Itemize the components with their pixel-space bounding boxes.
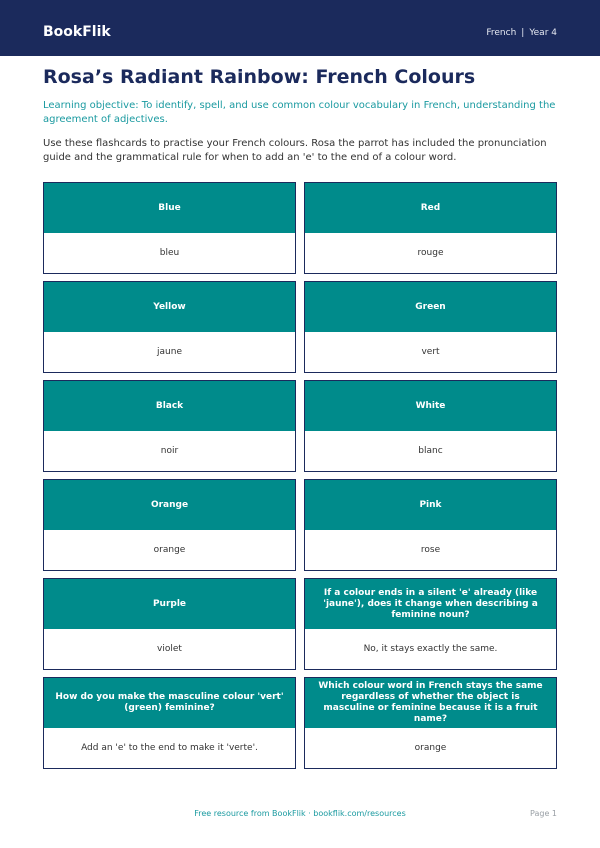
subject-label: French — [486, 28, 517, 38]
card-back: noir — [160, 446, 179, 456]
flashcard[interactable] — [43, 281, 296, 373]
card-front: If a colour ends in a silent 'e' already (like 'jaune'), does it change when describing a feminine noun? — [305, 579, 556, 629]
card-back: rouge — [417, 248, 444, 258]
card-back: violet — [157, 644, 182, 654]
card-back: blanc — [418, 446, 443, 456]
card-back: jaune — [157, 347, 182, 357]
header-bar — [0, 0, 600, 56]
card-back: bleu — [159, 248, 180, 258]
card-back: orange — [153, 545, 186, 555]
card-back: vert — [421, 347, 440, 357]
flashcard[interactable] — [43, 578, 296, 670]
page-number: Page 1 — [530, 809, 557, 818]
card-back: rose — [420, 545, 441, 555]
card-front: Purple — [44, 579, 295, 629]
flashcard[interactable] — [43, 182, 296, 274]
flashcard[interactable] — [304, 578, 557, 670]
card-front: Green — [305, 282, 556, 332]
card-front: Yellow — [44, 282, 295, 332]
flashcard[interactable] — [304, 281, 557, 373]
card-front: Black — [44, 381, 295, 431]
flashcard[interactable] — [304, 182, 557, 274]
card-front: How do you make the masculine colour 'vert' (green) feminine? — [44, 678, 295, 728]
year-label: Year 4 — [529, 28, 557, 38]
card-front: Blue — [44, 183, 295, 233]
card-front: Orange — [44, 480, 295, 530]
footer-credit[interactable]: Free resource from BookFlik · bookflik.com/resources — [194, 809, 406, 818]
flashcard-grid — [43, 182, 557, 769]
card-back: No, it stays exactly the same. — [363, 644, 498, 654]
card-front: Which colour word in French stays the same regardless of whether the object is masculine or feminine because it is a fruit name? — [305, 678, 556, 728]
card-back: Add an 'e' to the end to make it 'verte'. — [81, 743, 258, 753]
card-front: White — [305, 381, 556, 431]
flashcard[interactable] — [304, 479, 557, 571]
page-title: Rosa’s Radiant Rainbow: French Colours — [43, 66, 476, 88]
card-front: Pink — [305, 480, 556, 530]
learning-objective: Learning objective: To identify, spell, and use common colour vocabulary in French, understanding the agreement of adjectives. — [43, 100, 556, 125]
intro-text: Use these flashcards to practise your French colours. Rosa the parrot has included the pronunciation guide and the grammatical rule for when to add an 'e' to the end of a colour word. — [43, 138, 547, 163]
brand-logo[interactable]: BookFlik — [43, 24, 111, 40]
flashcard[interactable] — [304, 677, 557, 769]
header-meta — [486, 27, 557, 39]
flashcard[interactable] — [43, 380, 296, 472]
card-back: orange — [414, 743, 447, 753]
card-front: Red — [305, 183, 556, 233]
flashcard[interactable] — [304, 380, 557, 472]
flashcard[interactable] — [43, 479, 296, 571]
flashcard[interactable] — [43, 677, 296, 769]
separator: | — [521, 28, 525, 38]
